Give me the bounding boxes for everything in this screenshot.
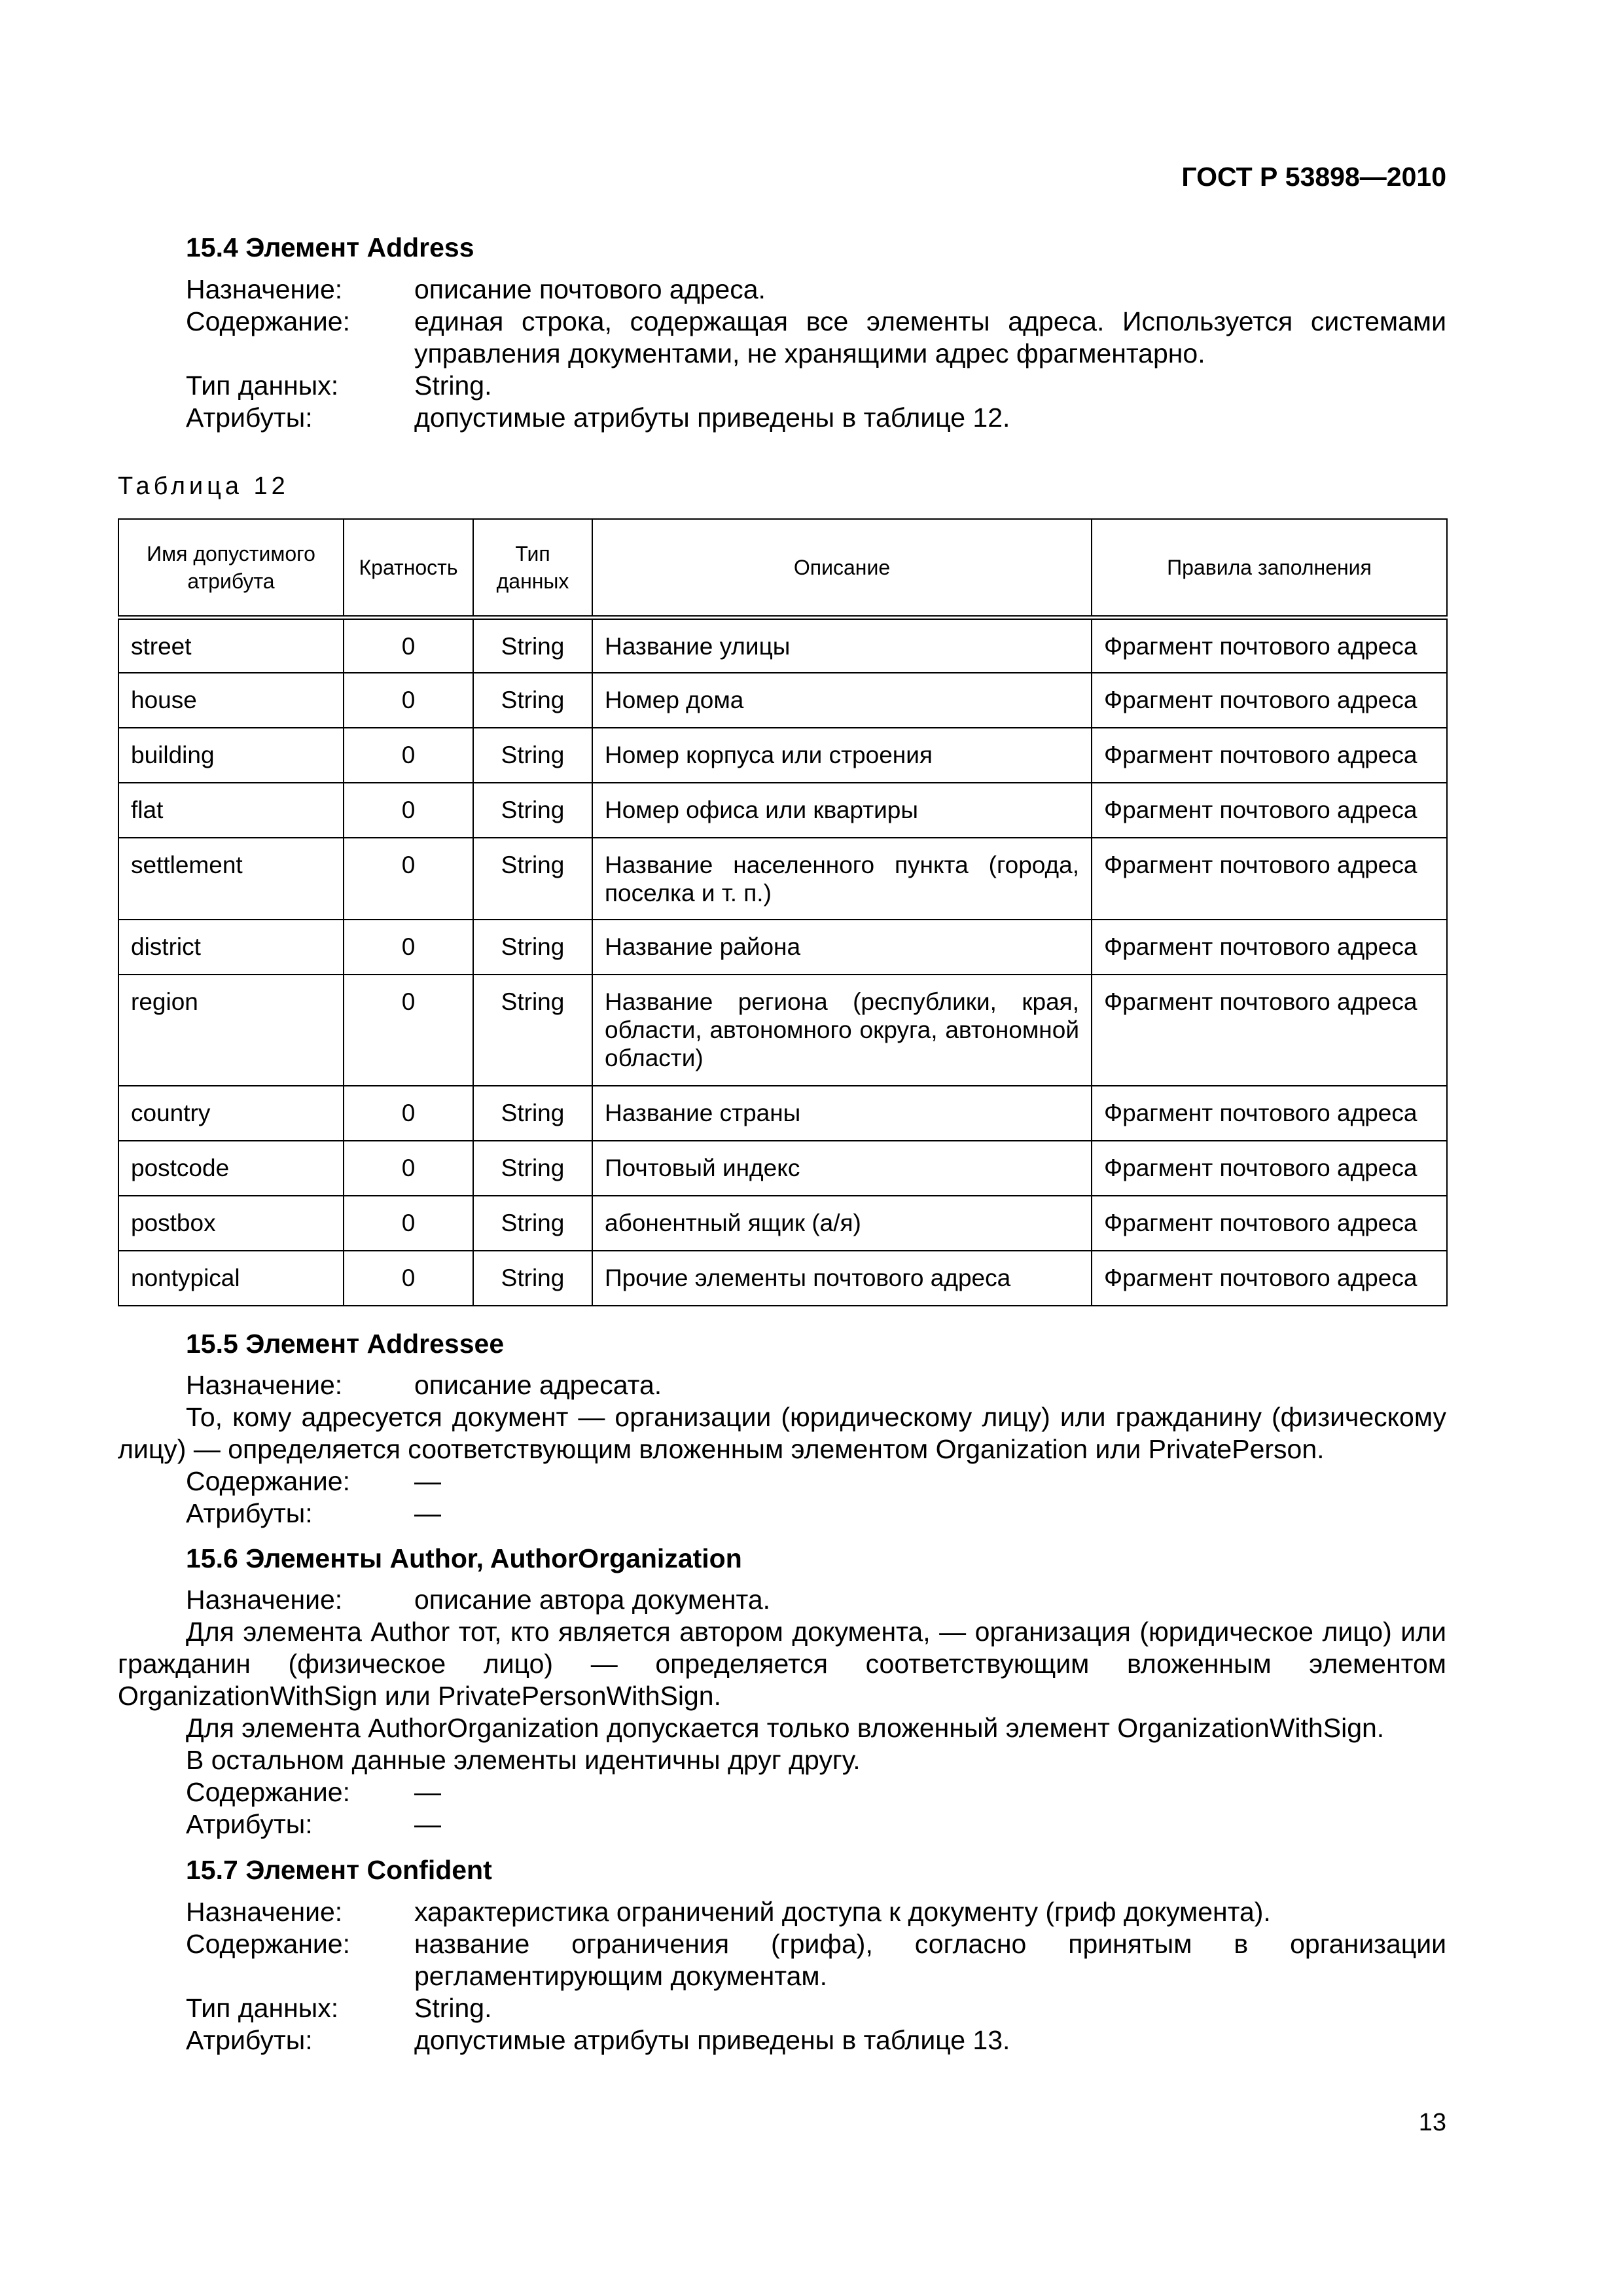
field-value: — bbox=[414, 1777, 441, 1807]
cell-rules: Фрагмент почтового адреса bbox=[1092, 1196, 1447, 1251]
document-code: ГОСТ Р 53898—2010 bbox=[1181, 162, 1446, 192]
field-row-attributes bbox=[186, 1498, 1446, 1530]
cell-name: house bbox=[118, 673, 344, 728]
cell-rules: Фрагмент почтового адреса bbox=[1092, 975, 1447, 1086]
col-header-multiplicity: Кратность bbox=[344, 519, 473, 618]
field-value: характеристика ограничений доступа к документу (гриф документа). bbox=[414, 1897, 1271, 1927]
cell-name: district bbox=[118, 920, 344, 975]
cell-rules: Фрагмент почтового адреса bbox=[1092, 1141, 1447, 1196]
cell-multiplicity: 0 bbox=[344, 728, 473, 783]
cell-rules: Фрагмент почтового адреса bbox=[1092, 783, 1447, 838]
cell-name: postcode bbox=[118, 1141, 344, 1196]
attributes-table bbox=[118, 518, 1448, 1306]
table-row bbox=[118, 673, 1447, 728]
table-caption: Таблица 12 bbox=[118, 473, 289, 500]
cell-description: Название населенного пункта (города, поселка и т. п.) bbox=[592, 838, 1092, 920]
field-row-attributes bbox=[186, 2024, 1446, 2056]
table-row bbox=[118, 1251, 1447, 1306]
cell-type: String bbox=[473, 1086, 592, 1141]
field-label: Тип данных: bbox=[186, 370, 339, 401]
cell-rules: Фрагмент почтового адреса bbox=[1092, 728, 1447, 783]
field-row-content bbox=[186, 1928, 1446, 1992]
section-title-15-5: 15.5 Элемент Addressee bbox=[186, 1329, 505, 1359]
col-header-name: Имя допустимого атрибута bbox=[118, 519, 344, 618]
cell-type: String bbox=[473, 920, 592, 975]
cell-multiplicity: 0 bbox=[344, 975, 473, 1086]
cell-multiplicity: 0 bbox=[344, 783, 473, 838]
cell-description: Название района bbox=[592, 920, 1092, 975]
cell-rules: Фрагмент почтового адреса bbox=[1092, 1086, 1447, 1141]
table-row bbox=[118, 1141, 1447, 1196]
cell-type: String bbox=[473, 618, 592, 673]
paragraph-text: Для элемента Author тот, кто является автором документа, — организация (юридическое лицо) или гражданин (физическое лицо) — определяется соответствующим вложенным элементом OrganizationWithSign или PrivatePersonWithSign. bbox=[118, 1617, 1446, 1711]
cell-description: Название региона (республики, края, области, автономного округа, автономной области) bbox=[592, 975, 1092, 1086]
section-15-6-fields bbox=[186, 1776, 1446, 1840]
field-label: Содержание: bbox=[186, 1777, 351, 1807]
field-row-content bbox=[186, 1776, 1446, 1808]
field-row-attributes bbox=[186, 1808, 1446, 1840]
table-row bbox=[118, 838, 1447, 920]
field-label: Содержание: bbox=[186, 1466, 351, 1496]
cell-rules: Фрагмент почтового адреса bbox=[1092, 920, 1447, 975]
cell-type: String bbox=[473, 1251, 592, 1306]
field-label: Тип данных: bbox=[186, 1993, 339, 2023]
cell-name: postbox bbox=[118, 1196, 344, 1251]
cell-name: street bbox=[118, 618, 344, 673]
field-label: Атрибуты: bbox=[186, 403, 313, 433]
field-label: Содержание: bbox=[186, 306, 351, 336]
field-value: — bbox=[414, 1498, 441, 1528]
section-15-6-paragraph-1 bbox=[118, 1616, 1446, 1712]
section-15-4-fields bbox=[186, 274, 1446, 434]
field-row-datatype bbox=[186, 1992, 1446, 2024]
table-row bbox=[118, 1086, 1447, 1141]
table-row bbox=[118, 618, 1447, 673]
field-value: — bbox=[414, 1809, 441, 1839]
section-15-6-paragraph-3 bbox=[118, 1744, 1446, 1776]
field-label: Содержание: bbox=[186, 1929, 351, 1959]
cell-description: абонентный ящик (а/я) bbox=[592, 1196, 1092, 1251]
cell-description: Номер корпуса или строения bbox=[592, 728, 1092, 783]
cell-name: settlement bbox=[118, 838, 344, 920]
section-15-5-paragraph bbox=[118, 1401, 1446, 1465]
cell-description: Номер дома bbox=[592, 673, 1092, 728]
table-header-row bbox=[118, 519, 1447, 618]
cell-multiplicity: 0 bbox=[344, 1196, 473, 1251]
field-value: описание почтового адреса. bbox=[414, 274, 766, 304]
col-header-type: Тип данных bbox=[473, 519, 592, 618]
section-15-5-purpose bbox=[186, 1369, 1446, 1401]
cell-multiplicity: 0 bbox=[344, 838, 473, 920]
cell-type: String bbox=[473, 1196, 592, 1251]
cell-multiplicity: 0 bbox=[344, 1251, 473, 1306]
field-value: String. bbox=[414, 1993, 492, 2023]
field-label: Назначение: bbox=[186, 1370, 343, 1400]
table-row bbox=[118, 728, 1447, 783]
paragraph-text: Для элемента AuthorOrganization допускается только вложенный элемент OrganizationWithSign. bbox=[186, 1713, 1385, 1743]
field-row-purpose bbox=[186, 274, 1446, 306]
field-label: Атрибуты: bbox=[186, 1498, 313, 1528]
table-row bbox=[118, 1196, 1447, 1251]
cell-type: String bbox=[473, 1141, 592, 1196]
field-value: — bbox=[414, 1466, 441, 1496]
section-title-15-6: 15.6 Элементы Author, AuthorOrganization bbox=[186, 1543, 742, 1573]
col-header-rules: Правила заполнения bbox=[1092, 519, 1447, 618]
field-row-content bbox=[186, 306, 1446, 370]
field-row-purpose bbox=[186, 1896, 1446, 1928]
cell-description: Название страны bbox=[592, 1086, 1092, 1141]
field-label: Атрибуты: bbox=[186, 1809, 313, 1839]
paragraph-text: То, кому адресуется документ — организации (юридическому лицу) или гражданину (физическому лицу) — определяется соответствующим вложенным элементом Organization или PrivatePerson. bbox=[118, 1402, 1446, 1464]
col-header-description: Описание bbox=[592, 519, 1092, 618]
section-15-7-fields bbox=[186, 1896, 1446, 2056]
field-value: описание автора документа. bbox=[414, 1585, 771, 1615]
field-label: Назначение: bbox=[186, 274, 343, 304]
cell-multiplicity: 0 bbox=[344, 673, 473, 728]
cell-rules: Фрагмент почтового адреса bbox=[1092, 838, 1447, 920]
field-row-datatype bbox=[186, 370, 1446, 402]
field-value: допустимые атрибуты приведены в таблице 13. bbox=[414, 2025, 1010, 2055]
section-title-15-7: 15.7 Элемент Confident bbox=[186, 1855, 492, 1885]
section-15-6-purpose bbox=[186, 1584, 1446, 1616]
section-15-6-paragraph-2 bbox=[118, 1712, 1446, 1744]
field-row-content bbox=[186, 1465, 1446, 1498]
field-row-attributes bbox=[186, 402, 1446, 434]
paragraph-text: В остальном данные элементы идентичны друг другу. bbox=[186, 1745, 861, 1775]
field-label: Атрибуты: bbox=[186, 2025, 313, 2055]
cell-name: country bbox=[118, 1086, 344, 1141]
cell-type: String bbox=[473, 728, 592, 783]
cell-name: region bbox=[118, 975, 344, 1086]
cell-type: String bbox=[473, 783, 592, 838]
field-value: единая строка, содержащая все элементы адреса. Используется системами управления документами, не хранящими адрес фрагментарно. bbox=[414, 306, 1446, 368]
cell-type: String bbox=[473, 673, 592, 728]
field-value: String. bbox=[414, 370, 492, 401]
cell-rules: Фрагмент почтового адреса bbox=[1092, 1251, 1447, 1306]
cell-multiplicity: 0 bbox=[344, 1141, 473, 1196]
field-label: Назначение: bbox=[186, 1585, 343, 1615]
field-value: название ограничения (грифа), согласно принятым в организации регламентирующим документам. bbox=[414, 1929, 1446, 1991]
cell-description: Номер офиса или квартиры bbox=[592, 783, 1092, 838]
cell-description: Прочие элементы почтового адреса bbox=[592, 1251, 1092, 1306]
cell-multiplicity: 0 bbox=[344, 1086, 473, 1141]
field-value: описание адресата. bbox=[414, 1370, 662, 1400]
cell-description: Почтовый индекс bbox=[592, 1141, 1092, 1196]
field-value: допустимые атрибуты приведены в таблице 12. bbox=[414, 403, 1010, 433]
table-row bbox=[118, 783, 1447, 838]
field-row-purpose bbox=[186, 1369, 1446, 1401]
cell-multiplicity: 0 bbox=[344, 920, 473, 975]
cell-type: String bbox=[473, 975, 592, 1086]
cell-name: nontypical bbox=[118, 1251, 344, 1306]
table-row bbox=[118, 920, 1447, 975]
section-15-5-fields bbox=[186, 1465, 1446, 1530]
field-row-purpose bbox=[186, 1584, 1446, 1616]
table-row bbox=[118, 975, 1447, 1086]
cell-name: flat bbox=[118, 783, 344, 838]
cell-type: String bbox=[473, 838, 592, 920]
cell-rules: Фрагмент почтового адреса bbox=[1092, 673, 1447, 728]
cell-multiplicity: 0 bbox=[344, 618, 473, 673]
page-number: 13 bbox=[1418, 2109, 1446, 2136]
section-title-15-4: 15.4 Элемент Address bbox=[186, 232, 474, 262]
field-label: Назначение: bbox=[186, 1897, 343, 1927]
cell-rules: Фрагмент почтового адреса bbox=[1092, 618, 1447, 673]
cell-description: Название улицы bbox=[592, 618, 1092, 673]
cell-name: building bbox=[118, 728, 344, 783]
